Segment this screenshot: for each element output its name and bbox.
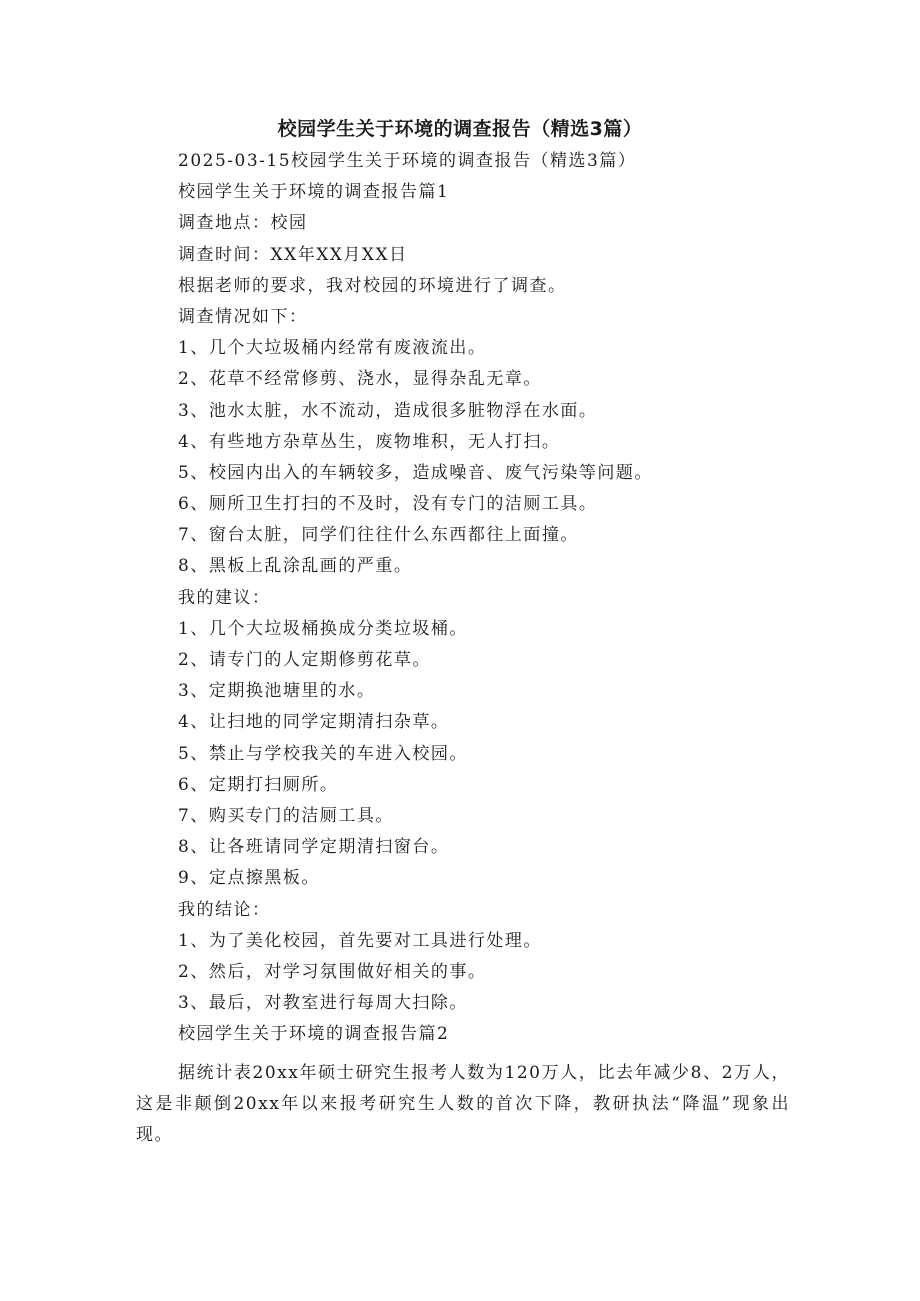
conclusion-item: 2、然后，对学习氛围做好相关的事。 (178, 961, 487, 982)
section-heading-1: 校园学生关于环境的调查报告篇1 (178, 182, 450, 203)
suggestion-item: 8、让各班请同学定期清扫窗台。 (178, 837, 450, 858)
document-title: 校园学生关于环境的调查报告（精选3篇） (277, 118, 643, 140)
conclusion-item: 1、为了美化校园，首先要对工具进行处理。 (178, 930, 542, 951)
finding-item: 5、校园内出入的车辆较多，造成噪音、废气污染等问题。 (178, 462, 653, 483)
suggestion-item: 5、禁止与学校我关的车进入校园。 (178, 743, 468, 764)
suggestion-item: 1、几个大垃圾桶换成分类垃圾桶。 (178, 618, 468, 639)
conclusions-heading: 我的结论： (178, 899, 271, 920)
suggestion-item: 6、定期打扫厕所。 (178, 774, 339, 795)
suggestion-item: 7、购买专门的洁厕工具。 (178, 805, 394, 826)
finding-item: 4、有些地方杂草丛生，废物堆积，无人打扫。 (178, 431, 561, 452)
finding-item: 6、厕所卫生打扫的不及时，没有专门的洁厕工具。 (178, 494, 598, 515)
section-2-paragraph: 据统计表20xx年硕士研究生报考人数为120万人，比去年减少8、2万人，这是非颠倒20xx年以来报考研究生人数的首次下降，教研执法“降温”现象出现。 (136, 1063, 790, 1145)
finding-item: 8、黑板上乱涂乱画的严重。 (178, 556, 413, 577)
findings-heading: 调查情况如下： (178, 306, 308, 327)
finding-item: 2、花草不经常修剪、浇水，显得杂乱无章。 (178, 369, 542, 390)
suggestion-item: 2、请专门的人定期修剪花草。 (178, 650, 431, 670)
document-body (178, 146, 798, 1050)
survey-time-line: 调查时间：XX年XX月XX日 (178, 244, 408, 265)
finding-item: 1、几个大垃圾桶内经常有废液流出。 (178, 338, 487, 359)
suggestion-item: 4、让扫地的同学定期清扫杂草。 (178, 712, 450, 733)
survey-location-line: 调查地点：校园 (178, 213, 308, 234)
finding-item: 3、池水太脏，水不流动，造成很多脏物浮在水面。 (178, 400, 598, 421)
intro-line: 根据老师的要求，我对校园的环境进行了调查。 (178, 275, 567, 296)
date-heading-line: 2025-03-15校园学生关于环境的调查报告（精选3篇） (178, 151, 637, 171)
conclusion-item: 3、最后，对教室进行每周大扫除。 (178, 993, 468, 1014)
finding-item: 7、窗台太脏，同学们往往什么东西都往上面撞。 (178, 525, 579, 546)
section-heading-2: 校园学生关于环境的调查报告篇2 (178, 1024, 450, 1045)
suggestion-item: 9、定点擦黑板。 (178, 868, 320, 889)
suggestion-item: 3、定期换池塘里的水。 (178, 681, 376, 702)
suggestions-heading: 我的建议： (178, 587, 271, 608)
